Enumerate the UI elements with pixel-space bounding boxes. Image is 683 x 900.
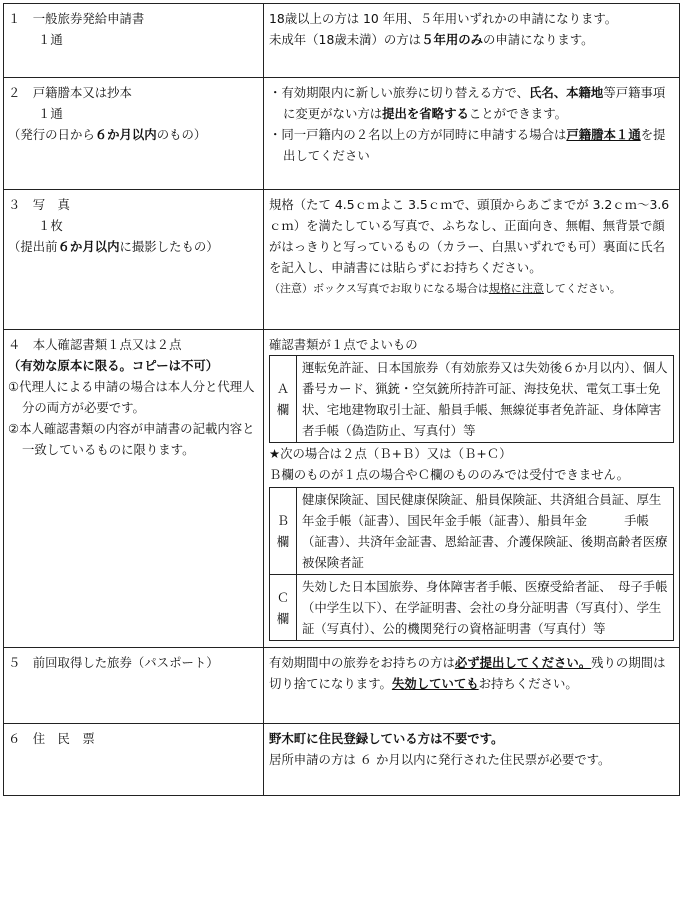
detail-text: Ｂ欄のものが１点の場合やＣ欄のもののみでは受付できません。: [269, 467, 630, 482]
item-cell: [4, 330, 264, 648]
emphasis-text: ６か月以内: [57, 239, 120, 254]
detail-cell: [264, 648, 680, 724]
item-title: １ 一般旅券発給申請書: [8, 11, 145, 26]
column-c-label: [270, 575, 297, 641]
text-span: に撮影したもの）: [119, 239, 219, 254]
id-table-bc: [269, 487, 674, 641]
table-row: [270, 488, 674, 575]
label-char: Ｂ: [276, 513, 290, 528]
detail-text: [269, 29, 674, 50]
item-note: （有効な原本に限る。コピーは不可）: [8, 358, 219, 373]
item-cell: [4, 190, 264, 330]
detail-cell: [264, 78, 680, 190]
caution-note: [269, 278, 674, 299]
emphasis-text: 戸籍謄本１通: [566, 127, 641, 142]
item-count: １通: [38, 32, 63, 47]
item-title: ４ 本人確認書類１点又は２点: [8, 337, 182, 352]
text-span: （提出前: [8, 239, 58, 254]
item-note: [8, 124, 258, 145]
text-span: ことができます。: [468, 106, 567, 121]
detail-cell: [264, 4, 680, 78]
text-span: 未成年（18歳未満）の方は: [269, 32, 422, 47]
text-span: してください。: [543, 282, 621, 295]
item-note: ①代理人による申請の場合は本人分と代理人分の両方が必要です。: [8, 379, 255, 415]
text-span: （発行の日から: [8, 127, 95, 142]
item-cell: [4, 724, 264, 796]
item-count: １通: [38, 106, 63, 121]
column-a-text: 運転免許証、日本国旅券（有効旅券又は失効後６か月以内）、個人番号カード、猟銃・空気銃所持許可証、海技免状、電気工事士免状、宅地建物取引士証、船員手帳、無線従事者免許証、身体障害者手帳（偽造防止、写真付）等: [297, 356, 674, 443]
table-row: [4, 78, 680, 190]
detail-text: 規格（たて 4.5ｃｍよこ 3.5ｃｍで、頭頂からあごまでが 3.2ｃｍ～3.6ｃｍ）を満たしている写真で、ふちなし、正面向き、無帽、無背景で顔がはっきりと写っているもの（カラー、白黒いずれでも可）裏面に氏名を記入し、申請書には貼らずにお持ちください。: [269, 197, 670, 275]
text-span: （注意）ボックス写真でお取りになる場合は: [269, 282, 489, 295]
label-char: Ａ: [276, 381, 290, 396]
bullet-item: [269, 124, 674, 166]
emphasis-text: ５年用のみ: [421, 32, 484, 47]
label-char: 欄: [276, 610, 290, 626]
table-row: [4, 4, 680, 78]
item-cell: [4, 4, 264, 78]
emphasis-text: 失効していても: [391, 676, 479, 691]
detail-text: [269, 652, 674, 694]
table-row: [270, 356, 674, 443]
text-span: ・有効期限内に新しい旅券に切り替える方で、: [269, 85, 529, 100]
item-title: ６ 住 民 票: [8, 731, 95, 746]
text-span: ・同一戸籍内の２名以上の方が同時に申請する場合は: [269, 127, 567, 142]
label-char: 欄: [276, 402, 290, 417]
table-row: [4, 330, 680, 648]
label-char: 欄: [276, 534, 290, 549]
detail-heading: 確認書類が１点でよいもの: [269, 337, 418, 352]
emphasis-text: 氏名、本籍地: [528, 85, 604, 100]
item-title: ２ 戸籍謄本又は抄本: [8, 85, 132, 100]
detail-text: ★次の場合は２点（Ｂ+Ｂ）又は（Ｂ+Ｃ）: [269, 446, 512, 461]
column-b-label: [270, 488, 297, 575]
bullet-item: [269, 82, 674, 124]
emphasis-text: ６か月以内: [94, 127, 157, 142]
table-row: [270, 575, 674, 641]
item-note: ②本人確認書類の内容が申請書の記載内容と一致しているものに限ります。: [8, 421, 255, 457]
detail-cell: [264, 724, 680, 796]
text-span: の申請になります。: [483, 32, 594, 47]
text-span: 等戸籍事項に変更がない方は: [283, 85, 666, 121]
detail-cell: [264, 190, 680, 330]
table-row: [4, 648, 680, 724]
column-b-text: 健康保険証、国民健康保険証、船員保険証、共済組合員証、厚生年金手帳（証書）、国民年金手帳（証書）、船員年金 手帳（証書）、共済年金証書、恩給証書、介護保険証、後期高齢者医療被保険者証: [297, 488, 674, 575]
item-title: ３ 写 真: [8, 197, 70, 212]
column-c-text: 失効した日本国旅券、身体障害者手帳、医療受給者証、 母子手帳（中学生以下）、在学証明書、会社の身分証明書（写真付）、学生証（写真付）、公的機関発行の資格証明書（写真付）等: [297, 575, 674, 641]
id-table-a: [269, 355, 674, 443]
text-span: 残りの期間は切り捨てになります。: [269, 655, 666, 691]
detail-cell: [264, 330, 680, 648]
text-span: お持ちください。: [478, 676, 578, 691]
detail-text: 野木町に住民登録している方は不要です。: [269, 731, 504, 746]
emphasis-text: 規格に注意: [488, 282, 544, 295]
text-span: のもの）: [156, 127, 207, 142]
table-row: [4, 190, 680, 330]
table-row: [4, 724, 680, 796]
detail-text: 18歳以上の方は 10 年用、５年用いずれかの申請になります。: [269, 11, 618, 26]
item-note: [8, 236, 258, 257]
requirements-table: [3, 3, 680, 796]
item-cell: [4, 648, 264, 724]
column-a-label: [270, 356, 297, 443]
item-cell: [4, 78, 264, 190]
item-title: ５ 前回取得した旅券（パスポート）: [8, 655, 219, 670]
label-char: Ｃ: [276, 589, 290, 605]
text-span: 有効期間中の旅券をお持ちの方は: [269, 655, 455, 670]
emphasis-text: 提出を省略する: [382, 106, 469, 121]
text-span: を提出してください: [283, 127, 666, 163]
item-count: １枚: [38, 218, 63, 233]
detail-text: 居所申請の方は ６ か月以内に発行された住民票が必要です。: [269, 752, 611, 767]
emphasis-text: 必ず提出してください。: [454, 655, 592, 670]
